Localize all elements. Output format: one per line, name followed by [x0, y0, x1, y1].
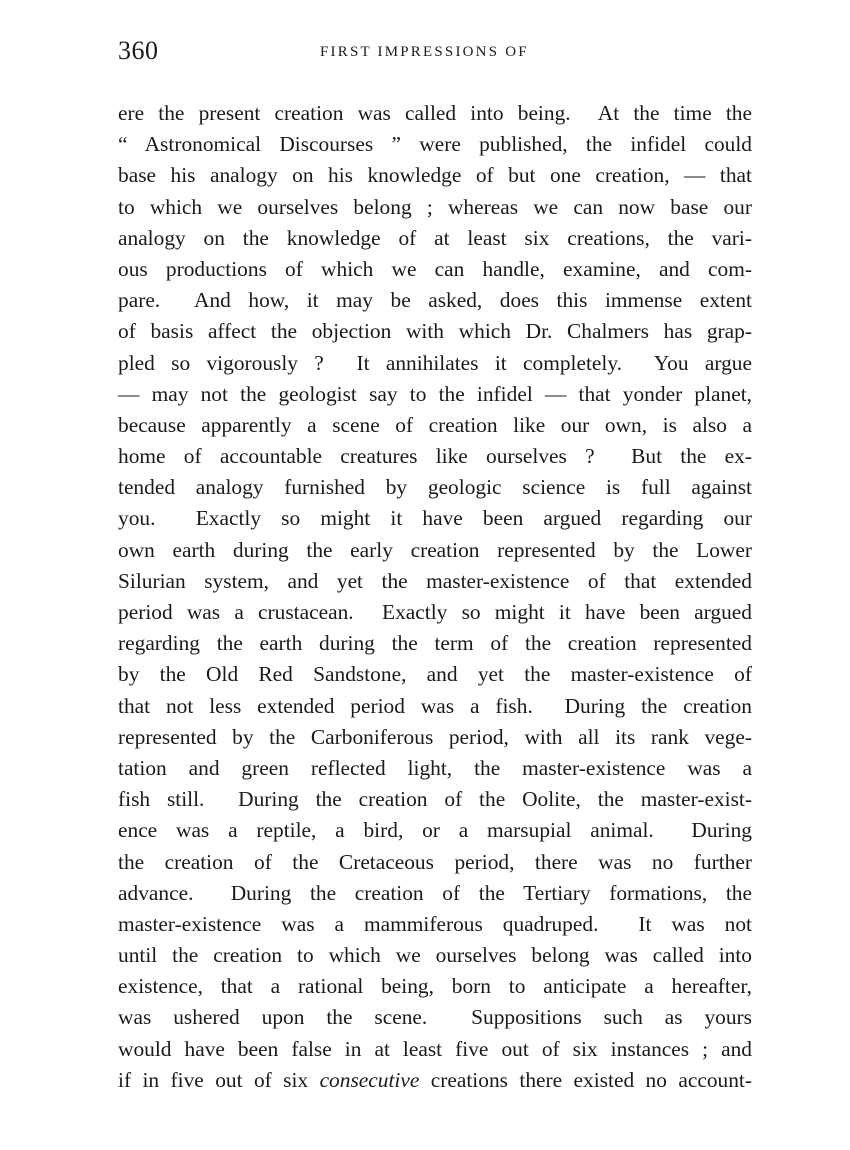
text-line	[118, 628, 752, 659]
text-segment: fish still. During the creation of the Oolite, the master-exist-	[118, 787, 752, 812]
text-line	[118, 316, 752, 347]
text-segment: ous productions of which we can handle, examine, and com-	[118, 256, 752, 281]
text-segment: you. Exactly so might it have been argued regarding our	[118, 506, 752, 531]
text-segment: ere the present creation was called into being. At the time the	[118, 101, 752, 125]
text-line	[118, 160, 752, 191]
running-head	[118, 36, 758, 72]
text-segment: analogy on the knowledge of at least six creations, the vari-	[118, 225, 752, 250]
text-line	[118, 940, 752, 971]
text-segment: advance. During the creation of the Tertiary formations, the	[118, 880, 752, 905]
text-line	[118, 878, 752, 909]
text-line	[118, 971, 752, 1002]
text-line	[118, 410, 752, 441]
text-segment: because apparently a scene of creation like our own, is also a	[118, 412, 752, 437]
text-line	[118, 1002, 752, 1033]
text-segment: by the Old Red Sandstone, and yet the master-existence of	[118, 662, 752, 687]
text-segment: ence was a reptile, a bird, or a marsupial animal. During	[118, 818, 752, 843]
page-number: 360	[118, 36, 159, 65]
text-line	[118, 722, 752, 753]
text-segment: — may not the geologist say to the infidel — that yonder planet,	[118, 381, 752, 406]
text-segment: “ Astronomical Discourses ” were published, the infidel could	[118, 132, 752, 157]
text-segment: own earth during the early creation represented by the Lower	[118, 537, 752, 562]
text-segment: that not less extended period was a fish. During the creation	[118, 693, 752, 718]
text-line	[118, 348, 752, 379]
text-segment: the creation of the Cretaceous period, there was no further	[118, 849, 752, 874]
running-title: FIRST IMPRESSIONS OF	[320, 44, 529, 60]
text-segment: regarding the earth during the term of the creation represented	[118, 631, 752, 656]
text-line	[118, 1034, 752, 1065]
text-segment: home of accountable creatures like ourselves ? But the ex-	[118, 444, 752, 469]
text-segment: creations there existed no account-	[419, 1067, 752, 1092]
text-segment: tation and green reflected light, the master-existence was a	[118, 755, 752, 780]
text-line	[118, 597, 752, 628]
text-segment: tended analogy furnished by geologic science is full against	[118, 475, 752, 500]
text-segment: master-existence was a mammiferous quadruped. It was not	[118, 911, 752, 936]
italic-word: consecutive	[319, 1067, 420, 1092]
text-line	[118, 285, 752, 316]
text-line	[118, 192, 752, 223]
text-segment: pare. And how, it may be asked, does this immense extent	[118, 288, 752, 313]
text-segment: until the creation to which we ourselves belong was called into	[118, 943, 752, 968]
text-line	[118, 129, 752, 160]
text-segment: was ushered upon the scene. Suppositions such as yours	[118, 1005, 752, 1030]
text-line	[118, 909, 752, 940]
text-segment: existence, that a rational being, born to anticipate a hereafter,	[118, 974, 752, 999]
text-segment: pled so vigorously ? It annihilates it completely. You argue	[118, 350, 752, 375]
text-line	[118, 566, 752, 597]
text-segment: if in five out of six	[118, 1067, 320, 1092]
text-segment: to which we ourselves belong ; whereas we can now base our	[118, 194, 752, 219]
text-line	[118, 847, 752, 878]
body-text	[118, 98, 752, 1096]
text-line	[118, 472, 752, 503]
text-segment: of basis affect the objection with which Dr. Chalmers has grap-	[118, 319, 752, 344]
text-line	[118, 753, 752, 784]
text-segment: would have been false in at least five out of six instances ; and	[118, 1036, 752, 1061]
text-line	[118, 535, 752, 566]
text-line	[118, 1065, 752, 1096]
text-segment: represented by the Carboniferous period, with all its rank vege-	[118, 724, 752, 749]
text-line	[118, 223, 752, 254]
text-line	[118, 784, 752, 815]
text-line	[118, 98, 752, 129]
text-line	[118, 815, 752, 846]
text-line	[118, 659, 752, 690]
text-segment: period was a crustacean. Exactly so might it have been argued	[118, 600, 752, 624]
text-line	[118, 254, 752, 285]
text-line	[118, 441, 752, 472]
text-segment: base his analogy on his knowledge of but one creation, — that	[118, 163, 752, 188]
text-line	[118, 379, 752, 410]
text-line	[118, 503, 752, 534]
text-segment: Silurian system, and yet the master-existence of that extended	[118, 568, 752, 593]
text-line	[118, 691, 752, 722]
